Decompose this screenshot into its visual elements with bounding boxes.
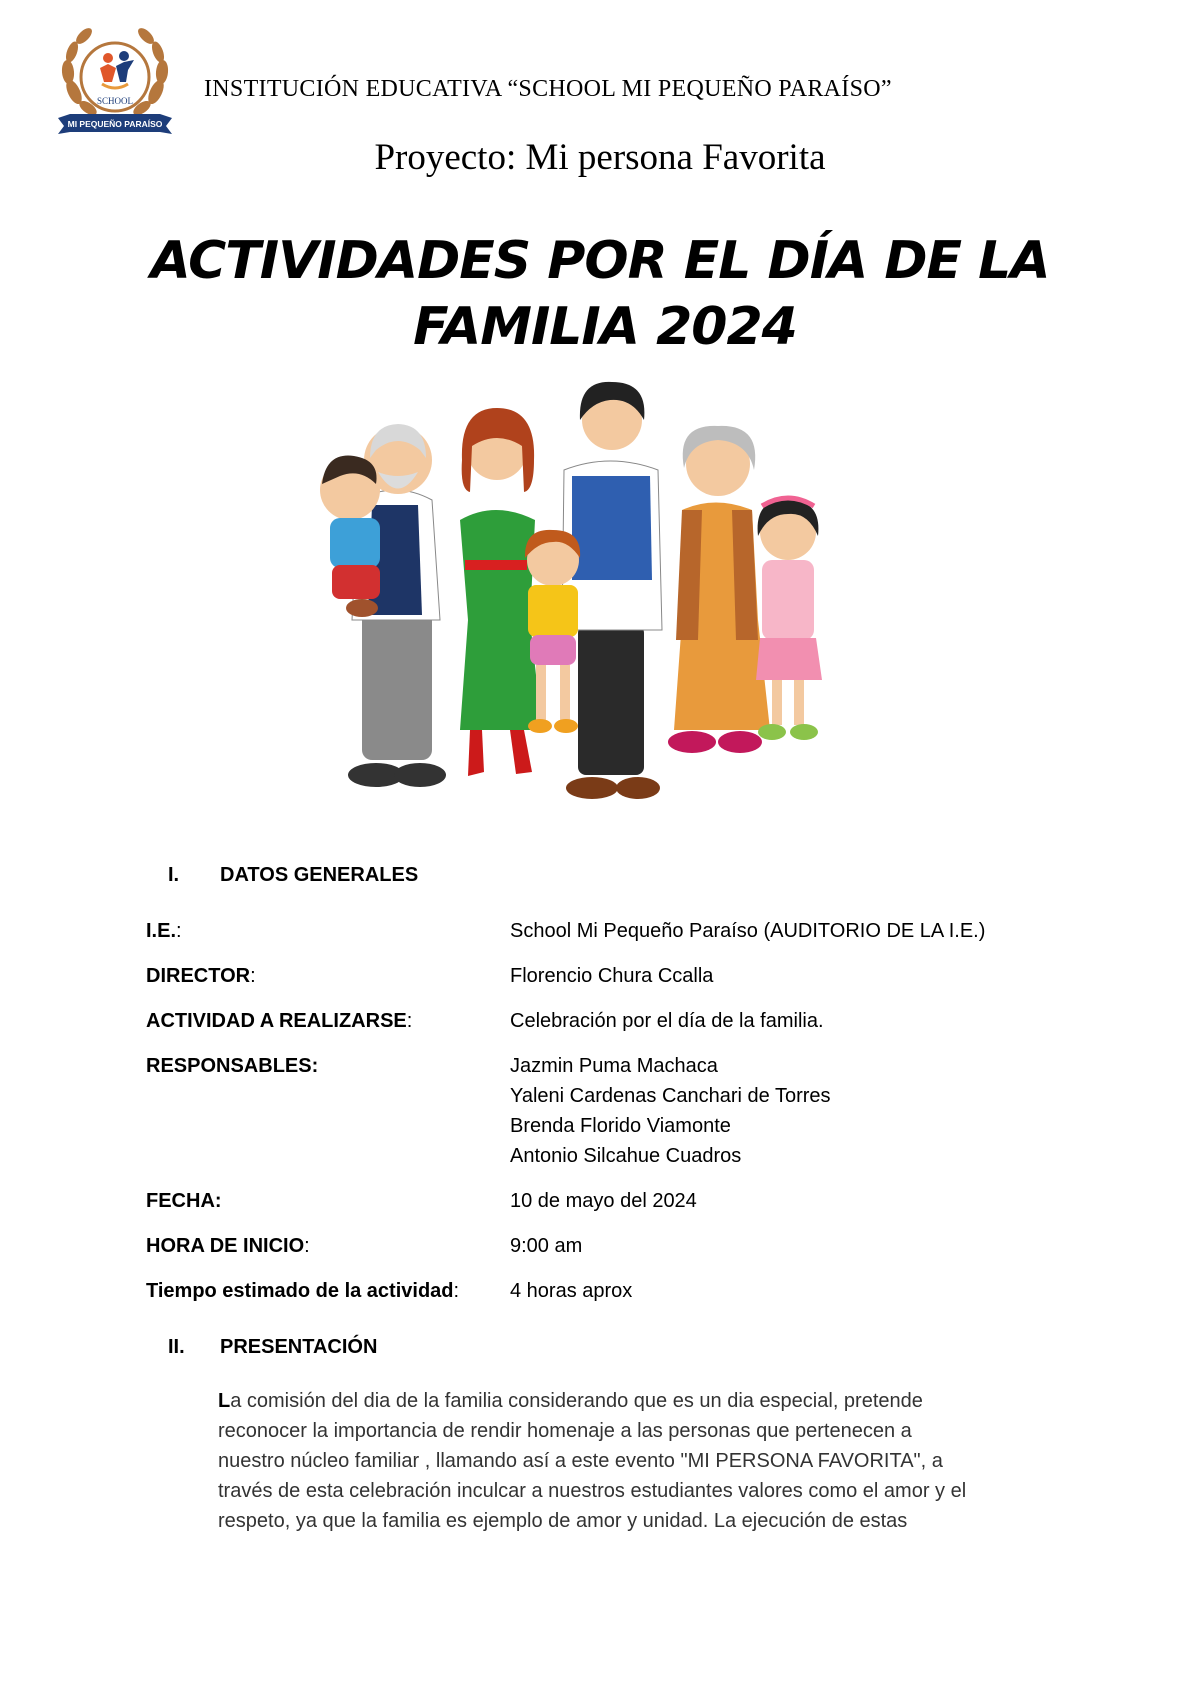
- toddler-figure: [320, 456, 380, 617]
- actividad-sep: :: [406, 1010, 413, 1032]
- fecha-label: FECHA:: [146, 1190, 222, 1212]
- hora-label: HORA DE INICIO: [146, 1235, 305, 1257]
- paragraph-line: través de esta celebración inculcar a nuestros estudiantes valores como el amor y el: [218, 1480, 967, 1502]
- grandmother-figure: [668, 426, 770, 753]
- section-1-number: I.: [168, 864, 180, 886]
- drop-letter: L: [218, 1390, 231, 1412]
- logo-banner-text: MI PEQUEÑO PARAÍSO: [67, 119, 163, 129]
- paragraph-line: [218, 1386, 1098, 1416]
- section-2-heading: [168, 1336, 377, 1359]
- paragraph-line-text: a comisión del dia de la familia considerando que es un dia especial, pretende: [230, 1390, 923, 1412]
- actividad-value: Celebración por el día de la familia.: [510, 1010, 824, 1032]
- school-logo: [50, 22, 180, 142]
- responsable-item: Antonio Silcahue Cuadros: [510, 1145, 742, 1167]
- director-value: Florencio Chura Ccalla: [510, 965, 714, 987]
- director-label: DIRECTOR: [146, 965, 251, 987]
- paragraph-line: respeto, ya que la familia es ejemplo de amor y unidad. La ejecución de estas: [218, 1510, 908, 1532]
- family-illustration: [310, 380, 890, 810]
- section-2-title: PRESENTACIÓN: [220, 1336, 378, 1358]
- responsables-list: [510, 1051, 831, 1171]
- ie-value: School Mi Pequeño Paraíso (AUDITORIO DE LA I.E.): [510, 920, 986, 942]
- project-title: Proyecto: Mi persona Favorita: [374, 137, 826, 178]
- ie-sep: :: [176, 920, 182, 942]
- fecha-value: 10 de mayo del 2024: [510, 1190, 697, 1212]
- section-2-number: II.: [168, 1336, 185, 1358]
- main-title-line-2: FAMILIA 2024: [413, 297, 797, 357]
- hora-value: 9:00 am: [510, 1235, 583, 1257]
- paragraph-line: nuestro núcleo familiar , llamando así a este evento "MI PERSONA FAVORITA", a: [218, 1450, 943, 1472]
- responsables-label: RESPONSABLES:: [146, 1055, 319, 1077]
- tiempo-value: 4 horas aprox: [510, 1280, 633, 1302]
- tiempo-label: Tiempo estimado de la actividad: [146, 1280, 454, 1302]
- main-title-line-1: ACTIVIDADES POR EL DÍA DE LA: [150, 231, 1050, 291]
- director-sep: :: [250, 965, 256, 987]
- paragraph-line: reconocer la importancia de rendir homenaje a las personas que pertenecen a: [218, 1420, 912, 1442]
- actividad-label: ACTIVIDAD A REALIZARSE: [146, 1010, 407, 1032]
- hora-sep: :: [304, 1235, 310, 1257]
- ie-label: I.E.: [146, 920, 177, 942]
- section-1-heading: [168, 864, 418, 887]
- section-1-title: DATOS GENERALES: [220, 864, 419, 886]
- responsable-item: Yaleni Cardenas Canchari de Torres: [510, 1085, 831, 1107]
- institution-name: INSTITUCIÓN EDUCATIVA “SCHOOL MI PEQUEÑO PARAÍSO”: [204, 76, 892, 102]
- main-title: [0, 228, 1200, 360]
- responsable-item: Brenda Florido Viamonte: [510, 1115, 731, 1137]
- tiempo-sep: :: [453, 1280, 460, 1302]
- responsable-item: Jazmin Puma Machaca: [510, 1055, 718, 1077]
- presentacion-paragraph: [218, 1386, 1098, 1536]
- logo-text-top: SCHOOL: [96, 96, 134, 106]
